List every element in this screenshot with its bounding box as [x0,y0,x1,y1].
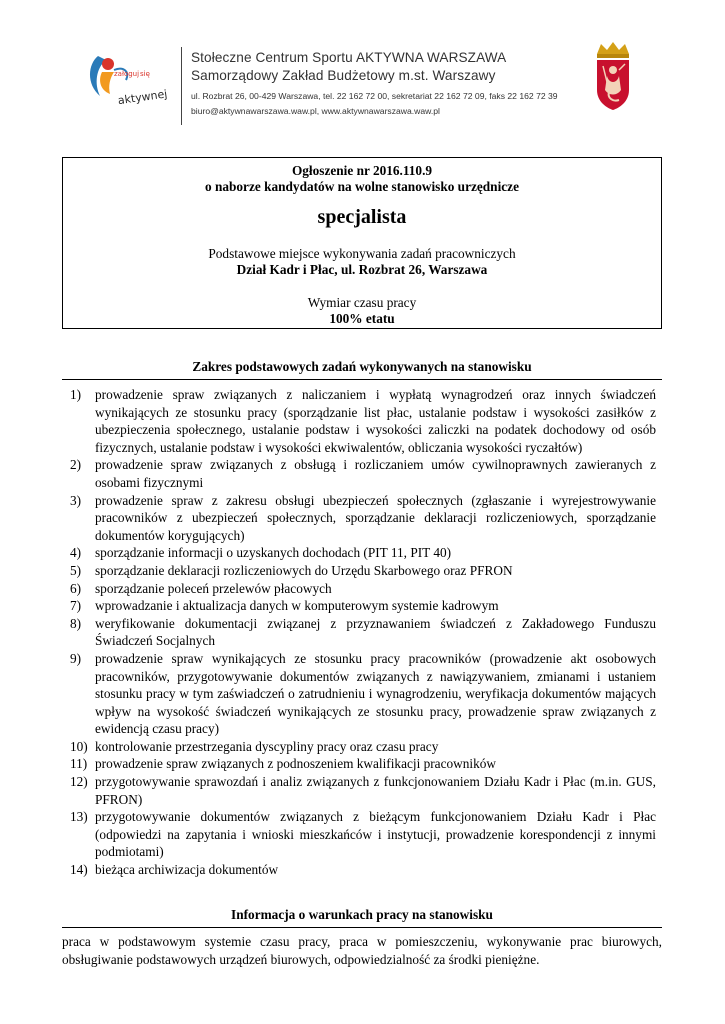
duty-item [62,562,656,580]
duty-item [62,456,656,491]
logo-word-sie: się [140,70,150,78]
duty-text: prowadzenie spraw związanych z naliczaniem i wypłatą wynagrodzeń oraz innych świadczeń wynikających ze stosunku pracy (sporządzanie list płac, ustalanie podstaw i wysokości zasiłków z ubezpieczenia społecznego, ustalanie podstaw i wysokości zaliczki na podatek dochodowy od osób fizycznych, ustalanie podstaw i wysokości ekwiwalentów, obliczania wysokości ryczałtów) [95,387,656,455]
duty-text: przygotowywanie dokumentów związanych z bieżącym funkcjonowaniem Działu Kadr i Płac (odpowiedzi na zapytania i wnioski mieszkańców i instytucji, prowadzenie korespondencji z innymi podmiotami) [95,809,656,860]
duty-text: prowadzenie spraw związanych z podnoszeniem kwalifikacji pracowników [95,756,496,772]
announcement-box [62,157,662,329]
duty-number: 4) [70,545,82,561]
duty-number: 13) [70,809,88,825]
duty-text: weryfikowanie dokumentacji związanej z przyznawaniem świadczeń z Zakładowego Funduszu Świadczeń Socjalnych [95,615,656,649]
workplace-department: Dział Kadr i Płac [236,262,335,277]
workplace-value [63,262,661,278]
duty-item [62,738,656,756]
duty-text: prowadzenie spraw z zakresu obsługi ubezpieczeń społecznych (zgłaszanie i wyrejestrowywanie pracowników z ubezpieczeń społecznych, sporządzanie deklaracji rozliczeniowych, sporządzanie dokumentów korygujących) [95,492,656,543]
announcement-subtitle: o naborze kandydatów na wolne stanowisko urzędnicze [205,179,519,194]
letterhead [0,0,725,140]
duty-number: 3) [70,492,82,508]
duty-item [62,650,656,738]
workplace-label: Podstawowe miejsce wykonywania zadań pracowniczych [208,246,516,261]
duty-item [62,580,656,598]
header-divider [181,47,182,125]
duty-text: bieżąca archiwizacja dokumentów [95,862,279,878]
duty-number: 12) [70,774,88,790]
duty-text: sporządzanie informacji o uzyskanych dochodach (PIT 11, PIT 40) [95,545,452,561]
duty-item [62,615,656,650]
duty-text: przygotowywanie sprawozdań i analiz związanych z funkcjonowaniem Działu Kadr i Płac (m.in. GUS, PFRON) [95,774,656,807]
conditions-section-title: Informacja o warunkach pracy na stanowisku [62,907,662,928]
duties-section-title: Zakres podstawowych zadań wykonywanych na stanowisku [62,359,662,380]
announcement-number: Ogłoszenie nr 2016.110.9 [291,163,433,178]
duty-number: 2) [70,457,82,473]
duty-text: kontrolowanie przestrzegania dyscypliny pracy oraz czasu pracy [95,738,439,754]
duty-item [62,861,656,879]
duty-item [62,597,656,615]
duty-text: wprowadzanie i aktualizacja danych w komputerowym systemie kadrowym [95,598,499,614]
duty-number: 8) [70,615,82,631]
duty-number: 10) [70,738,88,754]
duty-item [62,386,656,456]
org-name-line-1: Stołeczne Centrum Sportu AKTYWNA WARSZAWA [191,50,507,65]
conditions-text: praca w podstawowym systemie czasu pracy, praca w pomieszczeniu, wykonywanie prac biurowych, obsługiwanie podstawowych urządzeń biurowych, odpowiedzialność za środki pieniężne. [62,934,662,967]
duty-item [62,755,656,773]
logo-word-aktywnej: aktywnej [117,87,169,108]
duty-text: sporządzanie poleceń przelewów płacowych [95,580,332,596]
warsaw-coat-of-arms-icon [591,40,635,112]
duty-item [62,808,656,861]
duty-item [62,773,656,808]
duty-number: 5) [70,562,82,578]
org-contact: biuro@aktywnawarszawa.waw.pl, www.aktywnawarszawa.waw.pl [191,106,440,116]
organization-info [191,49,558,118]
duty-text: prowadzenie spraw związanych z obsługą i rozliczaniem umów cywilnoprawnych zawieranych z osobami fizycznymi [95,457,656,490]
duty-number: 1) [70,387,82,402]
logo-word-zaloguj: załoguj [114,70,140,78]
workplace-address: , ul. Rozbrat 26, Warszawa [334,262,488,277]
duty-item [62,544,656,562]
duty-text: prowadzenie spraw wynikających ze stosunku pracy pracowników (prowadzenie akt osobowych pracowników, przygotowywanie dokumentów związanych z nawiązywaniem, zmianami i ustaniem stosunku pracy w tym zaświadczeń o zatrudnieniu i wynagrodzeniu, weryfikacja dokumentów mających wpływ na wysokość świadczeń wynikających ze stosunku pracy, prowadzenie spraw związanych z ewidencją czasu pracy) [95,650,656,737]
working-time-label: Wymiar czasu pracy [307,295,417,310]
duty-text: sporządzanie deklaracji rozliczeniowych do Urzędu Skarbowego oraz PFRON [95,562,513,578]
position-title: specjalista [317,206,407,228]
duty-number: 11) [70,756,88,772]
org-name-line-2: Samorządowy Zakład Budżetowy m.st. Warszawy [191,68,496,83]
org-address: ul. Rozbrat 26, 00-429 Warszawa, tel. 22 162 72 00, sekretariat 22 162 72 09, faks 22 162 72 39 [191,91,558,101]
duty-item [62,492,656,545]
duty-number: 6) [70,580,82,596]
working-time-value: 100% etatu [329,311,395,326]
duty-number: 7) [70,598,82,614]
duties-list [62,386,656,879]
duty-number: 14) [70,862,88,878]
aktywna-warszawa-logo [84,50,174,112]
duty-number: 9) [70,650,82,666]
